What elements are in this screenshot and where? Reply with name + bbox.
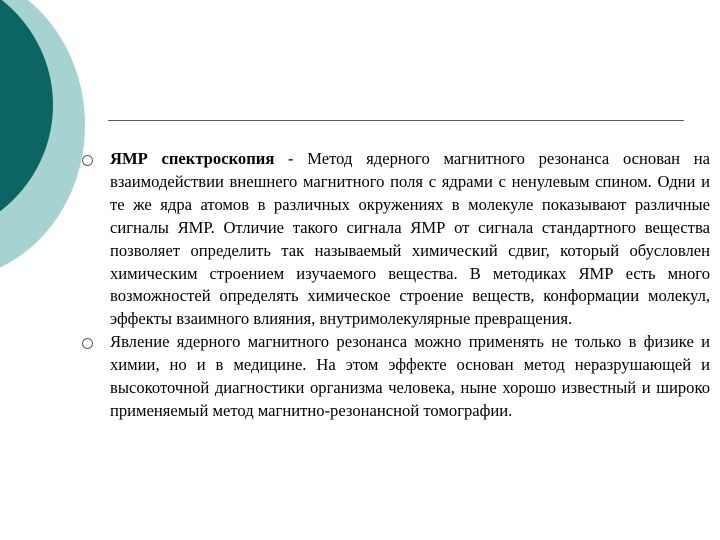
hollow-circle-icon: [80, 148, 110, 170]
bullet-text: [110, 148, 710, 331]
bullet-body: Явление ядерного магнитного резонанса можно применять не только в физике и химии, но и в медицине. На этом эффекте основан метод неразрушающей и высокоточной диагностики организма человека, ныне хорошо известный и широко применяемый метод магнитно-резонансной томографии.: [110, 332, 710, 420]
slide-body: [80, 148, 710, 423]
bullet-item-nmr-spectroscopy: [80, 148, 710, 331]
title-divider-line: [108, 120, 684, 121]
bullet-term: ЯМР спектроскопия: [110, 149, 275, 168]
bullet-item-nmr-medicine: [80, 331, 710, 423]
hollow-circle-icon: [80, 331, 110, 353]
bullet-body: - Метод ядерного магнитного резонанса основан на взаимодействии внешнего магнитного поля с ядрами с ненулевым спином. Одни и те же ядра атомов в различных окружениях в молекуле показывают различные сигналы ЯМР. Отличие такого сигнала ЯМР от сигнала стандартного вещества позволяет определить так называемый химический сдвиг, который обусловлен химическим строением изучаемого вещества. В методиках ЯМР есть много возможностей определять химическое строение веществ, конформации молекул, эффекты взаимного влияния, внутримолекулярные превращения.: [110, 149, 711, 329]
bullet-text: [110, 331, 710, 423]
